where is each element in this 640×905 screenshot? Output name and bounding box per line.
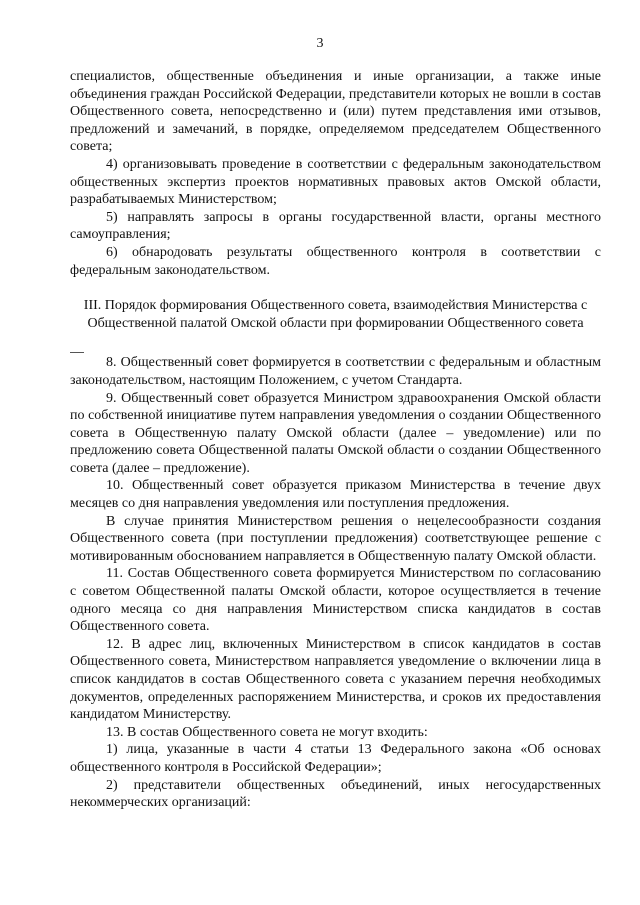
section-heading: III. Порядок формирования Общественного совета, взаимодействия Министерства с Общественной палатой Омской области при формировании Общественного совета (83, 298, 588, 331)
paragraph: 8. Общественный совет формируется в соответствии с федеральным и областным законодательством, настоящим Положением, с учетом Стандарта. (70, 355, 601, 388)
paragraph: 1) лица, указанные в части 4 статьи 13 Федерального закона «Об основах общественного контроля в Российской Федерации»; (70, 742, 601, 775)
document-body (70, 68, 601, 812)
page-number: 3 (316, 36, 324, 51)
paragraph: 6) обнародовать результаты общественного контроля в соответствии с федеральным законодательством. (70, 244, 601, 278)
paragraph: 4) организовывать проведение в соответствии с федеральным законодательством общественных экспертиз проектов нормативных правовых актов Омской области, разрабатываемых Министерством; (70, 156, 601, 208)
paragraph: 11. Состав Общественного совета формируется Министерством по согласованию с советом Общественной палаты Омской области, которое осуществляется в течение одного месяца со дня направления Министерством списка кандидатов в состав Общественного совета. (70, 566, 601, 635)
divider (70, 352, 84, 353)
paragraph: специалистов, общественные объединения и иные организации, а также иные объединения граждан Российской Федерации, представители которых не вошли в состав Общественного совета, непосредственно и (или) путем представления ими отзывов, предложений и замечаний, в порядке, определяемом председателем Общественного совета; (70, 69, 601, 155)
paragraph: 10. Общественный совет образуется приказом Министерства в течение двух месяцев со дня направления уведомления или поступления предложения. (70, 478, 601, 512)
paragraph: 9. Общественный совет образуется Министром здравоохранения Омской области по собственной инициативе путем направления уведомления о создании Общественного совета в Общественную палату Омской области (далее – уведомление) или по предложению совета Общественной палаты Омской области о создании Общественного совета (далее – предложение). (70, 390, 601, 476)
paragraph: 12. В адрес лиц, включенных Министерством в список кандидатов в состав Общественного совета, Министерством направляется уведомление о включении лица в список кандидатов в состав Общественного совета с указанием перечня необходимых документов, определенных распоряжением Министерства, и сроков их предоставления кандидатом Министерству. (70, 636, 601, 723)
paragraph: 5) направлять запросы в органы государственной власти, органы местного самоуправления; (70, 209, 601, 243)
paragraph: 13. В состав Общественного совета не могут входить: (106, 724, 428, 740)
paragraph: В случае принятия Министерством решения о нецелесообразности создания Общественного совета (при поступлении предложения) соответствующее решение с мотивированным обоснованием направляется в Общественную палату Омской области. (70, 513, 601, 564)
paragraph: 2) представители общественных объединений, иных негосударственных некоммерческих организаций: (70, 777, 601, 811)
